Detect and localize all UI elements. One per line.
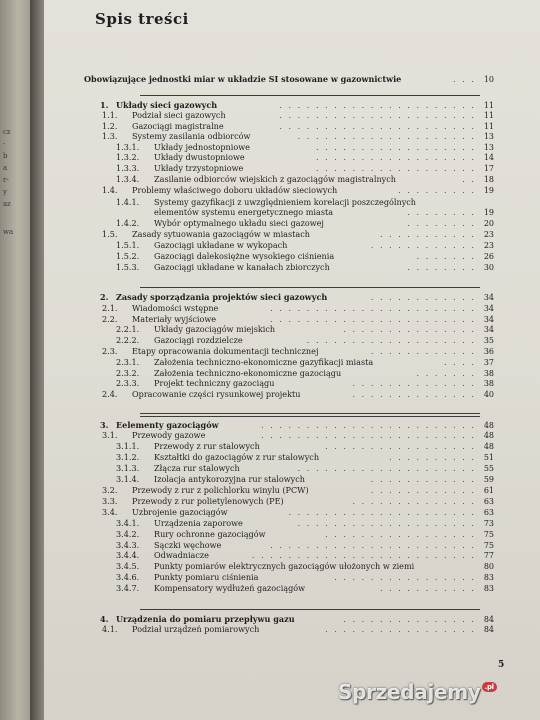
toc-entry-page: 83	[483, 584, 494, 593]
toc-entry-number: 3.4.7.	[116, 583, 140, 593]
toc-entry-label: Podział sieci gazowych	[132, 110, 226, 120]
toc-entry-page: 18	[483, 175, 494, 184]
toc-leader-dots: . . . . . . . . . . . . . . . . . . . . . . . . .	[251, 550, 476, 560]
toc-entry	[44, 518, 540, 529]
left-page-fragment: r-	[3, 176, 9, 184]
toc-entry-page: 48	[483, 421, 494, 430]
toc-entry-label: Przewody z rur stalowych	[154, 441, 260, 451]
book-page	[44, 0, 540, 720]
toc-entry	[44, 430, 540, 441]
toc-entry-page: 77	[483, 551, 494, 560]
toc-entry	[44, 185, 540, 196]
section-divider	[140, 95, 480, 96]
toc-leader-dots: . . . . . . . . . . .	[379, 229, 476, 239]
toc-entry-label: Gazociągi dalekosiężne wysokiego ciśnienia	[154, 251, 335, 261]
toc-entry-number: 3.1.2.	[116, 452, 140, 462]
toc-entry-page: 10	[483, 75, 494, 84]
watermark-text: Sprzedajemy	[338, 680, 481, 704]
toc-entry	[44, 485, 540, 496]
toc-leader-dots: . . . . . . . . . . . . . . .	[343, 324, 476, 334]
toc-entry-label: Problemy właściwego doboru układów sieciowych	[132, 185, 338, 195]
toc-leader-dots: . . . . . . . . . . . .	[370, 474, 476, 484]
toc-entry	[44, 583, 540, 594]
toc-entry-page: 36	[483, 347, 494, 356]
toc-entry	[44, 131, 540, 142]
section-divider	[140, 609, 480, 610]
toc-leader-dots: . . . . . . . . . . . . . . . . . . . . . .	[279, 110, 476, 120]
toc-entry-page: 37	[483, 358, 494, 367]
toc-entry-page: 13	[483, 143, 494, 152]
toc-leader-dots: . . . . . . . . . . . . . .	[352, 378, 476, 388]
toc-entry	[44, 292, 540, 303]
toc-entry-label: elementów systemu energetycznego miasta	[154, 207, 334, 217]
toc-entry-label: Układy sieci gazowych	[116, 100, 218, 110]
toc-entry-number: 1.3.	[102, 131, 118, 141]
toc-entry	[44, 218, 540, 229]
toc-entry-page: 75	[483, 541, 494, 550]
toc-entry-label: Systemy zasilania odbiorców	[132, 131, 251, 141]
toc-leader-dots: . . . . . . . . . . . . . . . . . . . . . .	[279, 121, 476, 131]
toc-entry	[44, 529, 540, 540]
toc-entry	[44, 251, 540, 262]
toc-entry-number: 2.	[100, 292, 109, 302]
toc-entry-number: 1.5.2.	[116, 251, 140, 261]
toc-entry-label: Systemy gazyfikacji z uwzględnieniem korelacji poszczególnych	[154, 197, 417, 207]
toc-entry-number: 1.5.3.	[116, 262, 140, 272]
toc-entry-number: 1.4.1.	[116, 197, 140, 207]
toc-entry-page: 40	[483, 390, 494, 399]
toc-entry-page: 30	[483, 263, 494, 272]
toc-entry-label: Odwadniacze	[154, 550, 209, 560]
toc-entry-page: 11	[483, 111, 494, 120]
toc-entry	[44, 463, 540, 474]
section-divider	[140, 416, 480, 417]
toc-leader-dots: . . . . . . . . . . . . . . . . . .	[315, 142, 476, 152]
toc-entry-number: 2.3.2.	[116, 368, 140, 378]
toc-entry	[44, 561, 540, 572]
toc-entry-page: 11	[483, 101, 494, 110]
toc-leader-dots: . . . . . . . . . . . .	[370, 240, 476, 250]
toc-entry	[44, 346, 540, 357]
toc-leader-dots: . . . . . . . . .	[398, 185, 476, 195]
toc-entry-number: 2.2.1.	[116, 324, 140, 334]
toc-entry	[44, 174, 540, 185]
watermark-suffix: .pl	[482, 682, 497, 692]
toc-entry	[44, 262, 540, 273]
toc-entry-label: Założenia techniczno-ekonomiczne gazociągu	[154, 368, 342, 378]
toc-entry-number: 1.5.	[102, 229, 118, 239]
toc-entry	[44, 507, 540, 518]
toc-entry-number: 4.1.	[102, 624, 118, 634]
toc-entry-label: Zasady sporządzania projektów sieci gazowych	[116, 292, 328, 302]
toc-entry-number: 2.4.	[102, 389, 118, 399]
toc-leader-dots: . . . . . . .	[416, 368, 476, 378]
toc-entry	[44, 452, 540, 463]
toc-entry-page: 59	[483, 475, 494, 484]
toc-entry-label: Układy trzystopniowe	[154, 163, 244, 173]
toc-leader-dots: . . . . . . . . . . . . . . . . . . . . .	[288, 507, 476, 517]
toc-entry-number: 1.5.1.	[116, 240, 140, 250]
toc-entry-label: Eelementy gazociągów	[116, 420, 219, 430]
toc-leader-dots: . . . . . . . . . .	[389, 452, 476, 462]
left-page-fragment: y	[3, 188, 7, 196]
toc-leader-dots: . . . . . . . . . . . . . . . . . . .	[306, 335, 476, 345]
watermark-logo	[338, 680, 497, 704]
toc-leader-dots: . . . . . . . . . . . .	[370, 346, 476, 356]
toc-entry-page: 34	[483, 325, 494, 334]
toc-leader-dots: . . . . . . . . . . . .	[370, 292, 476, 302]
toc-entry-page: 55	[483, 464, 494, 473]
toc-entry-label: Sączki węchowe	[154, 540, 222, 550]
toc-entry-page: 35	[483, 336, 494, 345]
toc-entry-label: Zasilanie odbiorców wiejskich z gazociągów magistralnych	[154, 174, 396, 184]
toc-entry-label: Układy jednostopniowe	[154, 142, 250, 152]
toc-leader-dots: . . . . . . . . . . . . . . . . .	[325, 624, 476, 634]
section-divider	[140, 287, 480, 288]
toc-leader-dots: . . . . . . . .	[407, 262, 476, 272]
toc-entry-page: 48	[483, 442, 494, 451]
toc-leader-dots: . . . . . . . . . . . . . . . . . . . .	[297, 463, 476, 473]
toc-leader-dots: . . . . . . . . . . . . . .	[352, 389, 476, 399]
toc-entry-page: 73	[483, 519, 494, 528]
toc-leader-dots: . . . .	[443, 357, 476, 367]
page-number: 5	[498, 660, 505, 670]
toc-leader-dots: . .	[462, 174, 476, 184]
toc-entry-number: 3.1.1.	[116, 441, 140, 451]
toc-entry-page: 80	[483, 562, 494, 571]
toc-leader-dots: . . . . . . . .	[407, 218, 476, 228]
toc-entry-label: Przewody z rur polietylenowych (PE)	[132, 496, 284, 506]
toc-entry	[44, 303, 540, 314]
toc-entry-page: 23	[483, 241, 494, 250]
toc-entry-label: Urządzenia do pomiaru przepływu gazu	[116, 614, 295, 624]
toc-entry-label: Wybór optymalnego układu sieci gazowej	[154, 218, 324, 228]
toc-entry-number: 3.4.3.	[116, 540, 140, 550]
toc-entry-number: 1.1.	[102, 110, 118, 120]
toc-entry-page: 63	[483, 497, 494, 506]
left-page-fragment: -	[3, 140, 6, 148]
toc-leader-dots: . . . . . . . . . . . . . . . . . . . . . . .	[270, 540, 476, 550]
toc-leader-dots: . . . . . . . . . . .	[379, 583, 476, 593]
toc-entry-label: Uzbrojenie gazociągów	[132, 507, 228, 517]
toc-entry	[44, 229, 540, 240]
toc-entry-label: Przewody z rur z polichlorku winylu (PCW)	[132, 485, 309, 495]
toc-leader-dots: . . . . . . . . . . . . . . . . . . . . . . . .	[261, 430, 476, 440]
toc-entry-label: Gazociągi magistralne	[132, 121, 224, 131]
toc-entry-page: 11	[483, 122, 494, 131]
toc-leader-dots: . . . . . . . .	[407, 207, 476, 217]
toc-entry-number: 3.4.6.	[116, 572, 140, 582]
toc-entry-page: 13	[483, 132, 494, 141]
toc-entry-number: 3.4.2.	[116, 529, 140, 539]
toc-entry	[44, 240, 540, 251]
toc-entry-page: 84	[483, 625, 494, 634]
left-page-fragment: b	[3, 152, 8, 160]
toc-entry-number: 1.2.	[102, 121, 118, 131]
toc-leader-dots: . . . . . . . . . . . . . . . . . .	[315, 163, 476, 173]
toc-entry-number: 1.4.	[102, 185, 118, 195]
toc-entry-label: Projekt techniczny gazociągu	[154, 378, 275, 388]
toc-entry-number: 3.4.1.	[116, 518, 140, 528]
toc-entry-page: 20	[483, 219, 494, 228]
toc-entry-number: 3.1.4.	[116, 474, 140, 484]
toc-entry-page: 14	[483, 153, 494, 162]
toc-entry-page: 75	[483, 530, 494, 539]
toc-leader-dots: . . . . . . . . . . . . . . . . . . . . . . . .	[261, 420, 476, 430]
toc-leader-dots: . . . . . . . . . . . . . . . . . . . .	[297, 518, 476, 528]
toc-entry-label: Materiały wyjściowe	[132, 314, 217, 324]
toc-entry-page: 84	[483, 615, 494, 624]
toc-entry-label: Urządzenia zaporowe	[154, 518, 243, 528]
toc-leader-dots: . . . . . . . . . . . . . . . . . .	[315, 152, 476, 162]
toc-entry-page: 61	[483, 486, 494, 495]
toc-entry-number: 3.4.4.	[116, 550, 140, 560]
toc-entry	[44, 496, 540, 507]
toc-entry-label: Układy gazociągów miejskich	[154, 324, 276, 334]
toc-entry	[44, 474, 540, 485]
toc-entry	[44, 74, 540, 85]
toc-entry	[44, 378, 540, 389]
toc-entry-number: 3.	[100, 420, 109, 430]
toc-entry-number: 2.2.2.	[116, 335, 140, 345]
toc-entry	[44, 550, 540, 561]
toc-entry-page: 83	[483, 573, 494, 582]
toc-entry	[44, 207, 540, 218]
toc-entry-page: 34	[483, 315, 494, 324]
toc-entry-number: 1.4.2.	[116, 218, 140, 228]
toc-entry	[44, 324, 540, 335]
toc-entry-page: 51	[483, 453, 494, 462]
toc-entry-number: 1.3.2.	[116, 152, 140, 162]
toc-entry-label: Zasady sytuowania gazociągów w miastach	[132, 229, 310, 239]
toc-leader-dots: . . . . . . . . . . . . . . . . . . . .	[297, 131, 476, 141]
toc-entry-label: Rury ochronne gazociągów	[154, 529, 266, 539]
toc-leader-dots: . . . . . . . . . . . . . . .	[343, 614, 476, 624]
toc-entry-page: 63	[483, 508, 494, 517]
toc-leader-dots: . . . . . . . . . . . . . . . . .	[325, 529, 476, 539]
left-page-fragment: a	[3, 164, 8, 172]
toc-entry-label: Etapy opracowania dokumentacji technicznej	[132, 346, 319, 356]
adjacent-page-edge	[0, 0, 30, 720]
toc-entry	[44, 335, 540, 346]
toc-entry-number: 3.4.5.	[116, 561, 140, 571]
toc-entry	[44, 441, 540, 452]
toc-entry	[44, 152, 540, 163]
toc-entry-number: 1.3.3.	[116, 163, 140, 173]
left-page-fragment: az	[3, 200, 11, 208]
toc-entry-number: 2.3.	[102, 346, 118, 356]
toc-entry-number: 1.3.4.	[116, 174, 140, 184]
toc-entry-number: 3.4.	[102, 507, 118, 517]
toc-entry-number: 3.2.	[102, 485, 118, 495]
section-divider	[140, 413, 480, 414]
toc-entry-number: 3.1.	[102, 430, 118, 440]
toc-entry-page: 26	[483, 252, 494, 261]
toc-entry-number: 2.2.	[102, 314, 118, 324]
toc-entry-number: 2.3.1.	[116, 357, 140, 367]
toc-entry-label: Kompensatory wydłużeń gazociągów	[154, 583, 306, 593]
toc-entry-page: 23	[483, 230, 494, 239]
toc-entry-label: Opracowanie części rysunkowej projektu	[132, 389, 301, 399]
toc-entry-label: Izolacja antykorozyjna rur stalowych	[154, 474, 305, 484]
toc-leader-dots: . . .	[453, 74, 476, 84]
toc-leader-dots: . . . . . . . . . . . . . . . . . . . . . . .	[270, 314, 476, 324]
toc-entry-page: 48	[483, 431, 494, 440]
toc-leader-dots: . . . . . . . . . . . . . . . . .	[325, 441, 476, 451]
toc-entry-label: Założenia techniczno-ekonomiczne gazyfikacji miasta	[154, 357, 374, 367]
toc-entry-label: Przewody gazowe	[132, 430, 206, 440]
page-title: Spis treści	[95, 10, 189, 28]
toc-leader-dots: . . . . . . .	[416, 251, 476, 261]
book-gutter	[30, 0, 44, 720]
toc-entry-label: Wiadomości wstępne	[132, 303, 219, 313]
left-page-fragment: wa	[3, 228, 14, 236]
toc-entry-label: Punkty pomiaru ciśnienia	[154, 572, 259, 582]
toc-entry-page: 34	[483, 293, 494, 302]
toc-entry-number: 1.3.1.	[116, 142, 140, 152]
toc-entry-label: Obowiązujące jednostki miar w układzie SI stosowane w gazownictwie	[84, 74, 402, 84]
toc-entry-number: 2.1.	[102, 303, 118, 313]
toc-entry-label: Złącza rur stalowych	[154, 463, 240, 473]
toc-entry-label: Kształtki do gazociągów z rur stalowych	[154, 452, 320, 462]
toc-entry-number: 3.1.3.	[116, 463, 140, 473]
toc-entry-label: Gazociągi rozdzielcze	[154, 335, 243, 345]
toc-entry-page: 19	[483, 208, 494, 217]
toc-entry-page: 17	[483, 164, 494, 173]
toc-leader-dots: . . . . . . . . . . . . . . . . . . . . . . .	[270, 303, 476, 313]
toc-entry	[44, 163, 540, 174]
toc-entry-label: Gazociągi układane w kanałach zbiorczych	[154, 262, 330, 272]
toc-entry	[44, 572, 540, 583]
toc-entry-number: 4.	[100, 614, 109, 624]
toc-entry-label: Gazociągi układane w wykopach	[154, 240, 288, 250]
toc-leader-dots: . . . . . . . . . . . .	[370, 485, 476, 495]
toc-entry-label: Podział urządzeń pomiarowych	[132, 624, 260, 634]
left-page-fragment: cz	[3, 128, 11, 136]
toc-entry-number: 3.3.	[102, 496, 118, 506]
toc-leader-dots: . . . . . . . . . . . . . . . .	[334, 572, 476, 582]
toc-entry	[44, 357, 540, 368]
toc-entry-page: 38	[483, 379, 494, 388]
toc-entry-number: 1.	[100, 100, 109, 110]
toc-entry-label: Punkty pomiarów elektrycznych gazociągów ułożonych w ziemi	[154, 561, 415, 571]
toc-leader-dots: . . . . . . . . . . . . . . . . . . . . . .	[279, 100, 476, 110]
toc-entry-page: 38	[483, 369, 494, 378]
toc-leader-dots: . . . . . . . . . . . . . .	[352, 496, 476, 506]
toc-entry	[44, 110, 540, 121]
toc-entry	[44, 624, 540, 635]
toc-entry-page: 19	[483, 186, 494, 195]
toc-entry-number: 2.3.3.	[116, 378, 140, 388]
toc-entry	[44, 389, 540, 400]
toc-entry-label: Układy dwustopniowe	[154, 152, 245, 162]
toc-entry-page: 34	[483, 304, 494, 313]
